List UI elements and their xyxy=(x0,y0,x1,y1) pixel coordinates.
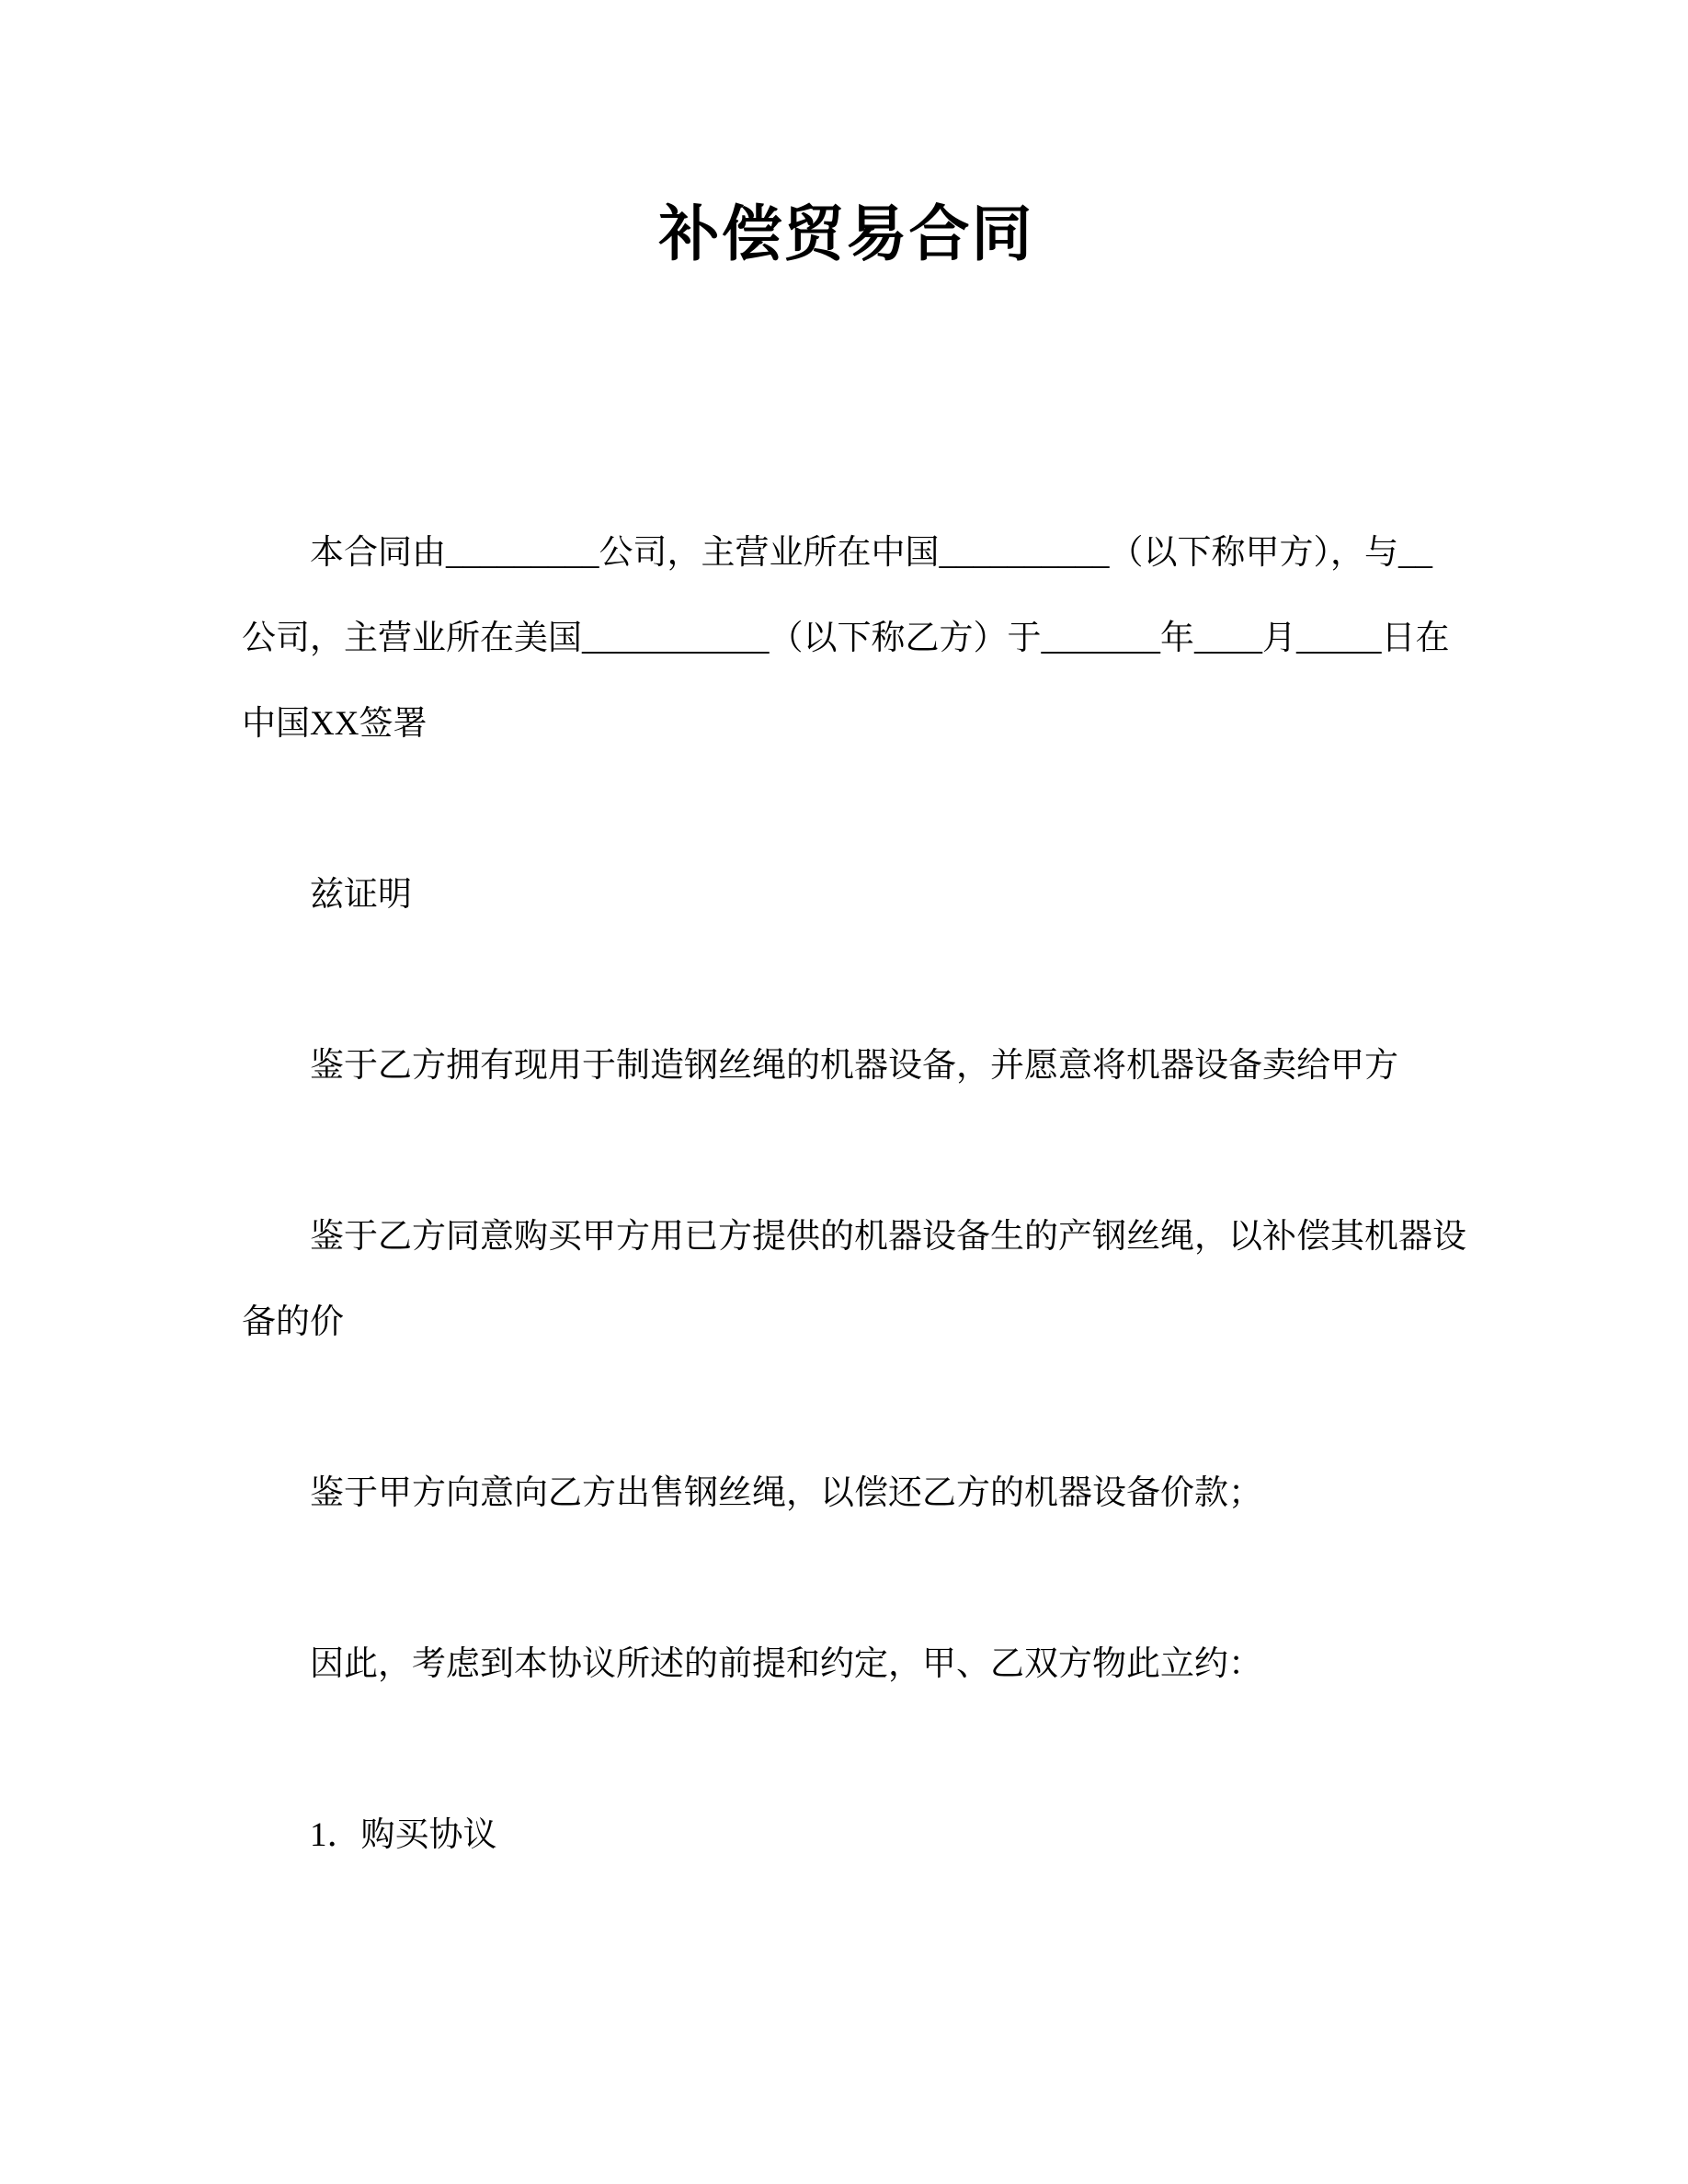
text-line: 备的价 xyxy=(242,1303,344,1341)
paragraph-whereas-3 xyxy=(242,1450,1451,1536)
paragraph-witnesseth xyxy=(242,852,1451,938)
text-line: 中国XX签署 xyxy=(242,705,428,743)
document-title: 补偿贸易合同 xyxy=(658,199,1034,269)
paragraph-clause-1-heading xyxy=(242,1792,1451,1878)
paragraph-whereas-1 xyxy=(242,1023,1451,1109)
text-line: 鉴于甲方向意向乙方出售钢丝绳，以偿还乙方的机器设备价款； xyxy=(310,1474,1262,1512)
text-line: 鉴于乙方拥有现用于制造钢丝绳的机器设备，并愿意将机器设备卖给甲方 xyxy=(310,1047,1398,1085)
text-line: 鉴于乙方同意购买甲方用已方提供的机器设备生的产钢丝绳，以补偿其机器设 xyxy=(310,1218,1466,1256)
text-line: 1．购买协议 xyxy=(310,1816,497,1854)
text-line: 本合同由_________公司，主营业所在中国__________（以下称甲方），与__ xyxy=(310,534,1432,572)
paragraph-whereas-2 xyxy=(242,1194,1466,1365)
paragraph-intro xyxy=(242,510,1451,767)
paragraph-therefore xyxy=(242,1621,1451,1707)
text-line: 公司，主营业所在美国___________（以下称乙方）于_______年____月_____日在 xyxy=(242,620,1450,657)
text-line: 兹证明 xyxy=(310,876,412,914)
text-line: 因此，考虑到本协议所述的前提和约定，甲、乙双方物此立约： xyxy=(310,1645,1262,1683)
